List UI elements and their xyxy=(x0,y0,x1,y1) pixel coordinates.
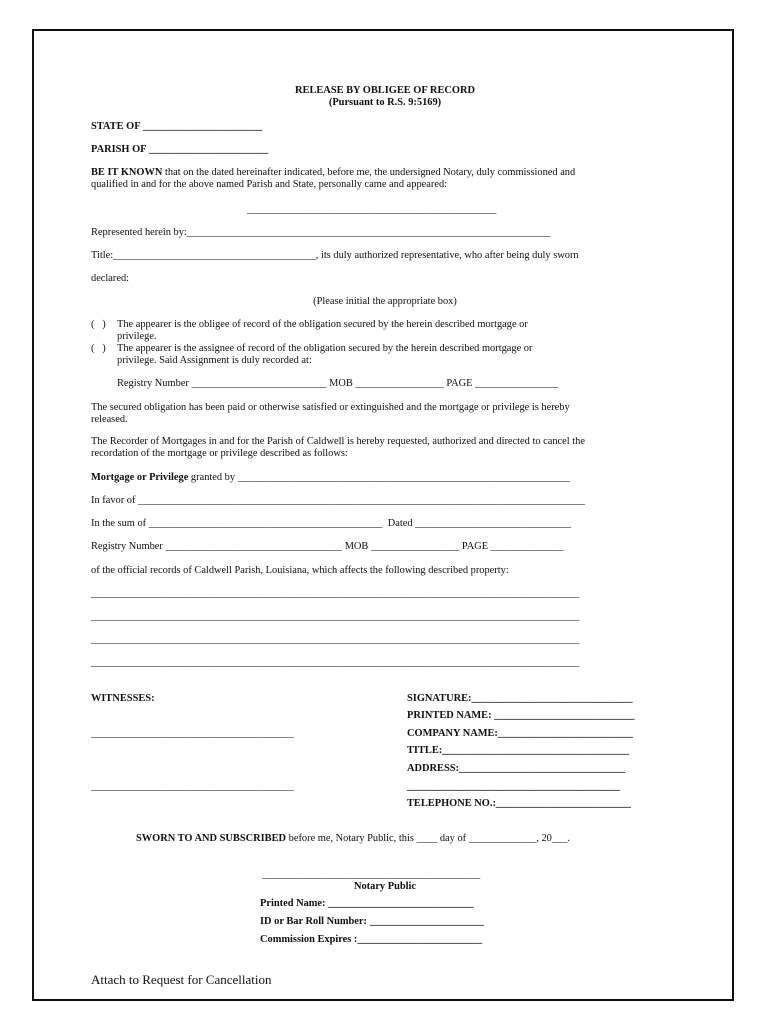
be-it-known-line1 xyxy=(91,167,575,179)
document-title: RELEASE BY OBLIGEE OF RECORD xyxy=(295,85,475,96)
property-line[interactable]: ______________________________________________________________________________________________ xyxy=(91,611,580,622)
notary-public-label: Notary Public xyxy=(353,881,417,892)
option-assignee-box[interactable]: ( ) xyxy=(91,343,106,354)
footer-note: Attach to Request for Cancellation xyxy=(91,972,272,987)
represented-by-field[interactable]: Represented herein by:______________________________________________________________________ xyxy=(91,227,551,238)
property-line[interactable]: ______________________________________________________________________________________________ xyxy=(91,588,580,599)
recorder-request-line1: The Recorder of Mortgages in and for the Parish of Caldwell is hereby requested, authorized and directed to cancel the xyxy=(91,436,585,447)
company-name-field[interactable]: COMPANY NAME:__________________________ xyxy=(407,728,633,739)
granted-by-blank: granted by ________________________________________________________________ xyxy=(188,472,571,483)
sworn-lead: SWORN TO AND SUBSCRIBED xyxy=(136,833,287,844)
title-field[interactable]: Title:_______________________________________, its duly authorized representative, who after being duly sworn xyxy=(91,250,579,261)
declared-label: declared: xyxy=(91,273,130,284)
bar-roll-number-field[interactable]: ID or Bar Roll Number: ______________________ xyxy=(260,916,484,927)
mortgage-registry-field[interactable]: Registry Number __________________________________ MOB _________________ PAGE ______________ xyxy=(91,541,564,552)
notary-signature-line[interactable]: __________________________________________ xyxy=(262,869,481,880)
commission-expires-field[interactable]: Commission Expires :________________________ xyxy=(260,934,483,945)
option-obligee-text: The appearer is the obligee of record of the obligation secured by the herein described mortgage or xyxy=(117,319,528,330)
be-it-known-lead: BE IT KNOWN xyxy=(91,167,163,178)
signer-title-field[interactable]: TITLE:____________________________________ xyxy=(407,745,630,756)
option-obligee-text-cont: privilege. xyxy=(117,331,157,342)
mortgage-granted-by-field[interactable] xyxy=(91,472,570,484)
state-of-field[interactable]: STATE OF _______________________ xyxy=(91,121,263,132)
secured-obligation-line1: The secured obligation has been paid or otherwise satisfied or extinguished and the mortgage or privilege is hereby xyxy=(91,402,570,413)
notary-printed-name-field[interactable]: Printed Name: ____________________________ xyxy=(260,898,474,909)
option-assignee-text: The appearer is the assignee of record of the obligation secured by the herein described mortgage or xyxy=(117,343,533,354)
in-favor-of-field[interactable]: In favor of ______________________________________________________________________________________ xyxy=(91,495,585,506)
witness-signature-line[interactable]: _______________________________________ xyxy=(91,728,294,739)
address-field[interactable]: ADDRESS:________________________________ xyxy=(407,763,626,774)
address-field-cont[interactable]: _________________________________________ xyxy=(407,781,621,792)
printed-name-field[interactable]: PRINTED NAME: ___________________________ xyxy=(407,710,635,721)
mortgage-label: Mortgage or Privilege xyxy=(91,472,189,483)
appearer-name-field[interactable]: ________________________________________________ xyxy=(247,204,497,215)
property-line[interactable]: ______________________________________________________________________________________________ xyxy=(91,634,580,645)
telephone-field[interactable]: TELEPHONE NO.:__________________________ xyxy=(407,798,631,809)
document-subtitle: (Pursuant to R.S. 9:5169) xyxy=(328,97,442,108)
sworn-text: before me, Notary Public, this ____ day of _____________, 20___. xyxy=(286,833,571,844)
option-obligee-box[interactable]: ( ) xyxy=(91,319,106,330)
witness-signature-line[interactable]: _______________________________________ xyxy=(91,781,294,792)
sum-dated-field[interactable]: In the sum of _____________________________________________ Dated ______________________________ xyxy=(91,518,571,529)
recorder-request-line2: recordation of the mortgage or privilege described as follows: xyxy=(91,448,348,459)
secured-obligation-line2: released. xyxy=(91,414,128,425)
parish-of-field[interactable]: PARISH OF _______________________ xyxy=(91,144,269,155)
be-it-known-line2: qualified in and for the above named Parish and State, personally came and appeared: xyxy=(91,179,448,190)
property-line[interactable]: ______________________________________________________________________________________________ xyxy=(91,657,580,668)
sworn-statement[interactable] xyxy=(136,833,570,845)
option-assignee-text-cont: privilege. Said Assignment is duly recorded at: xyxy=(117,355,312,366)
property-intro: of the official records of Caldwell Parish, Louisiana, which affects the following described property: xyxy=(91,565,509,576)
signature-field[interactable]: SIGNATURE:_______________________________ xyxy=(407,693,633,704)
be-it-known-text: that on the dated hereinafter indicated, before me, the undersigned Notary, duly commissioned and xyxy=(162,167,576,178)
witnesses-label: WITNESSES: xyxy=(91,693,155,704)
initial-instruction: (Please initial the appropriate box) xyxy=(313,296,457,307)
assignment-registry-field[interactable]: Registry Number __________________________ MOB _________________ PAGE ________________ xyxy=(117,378,559,389)
